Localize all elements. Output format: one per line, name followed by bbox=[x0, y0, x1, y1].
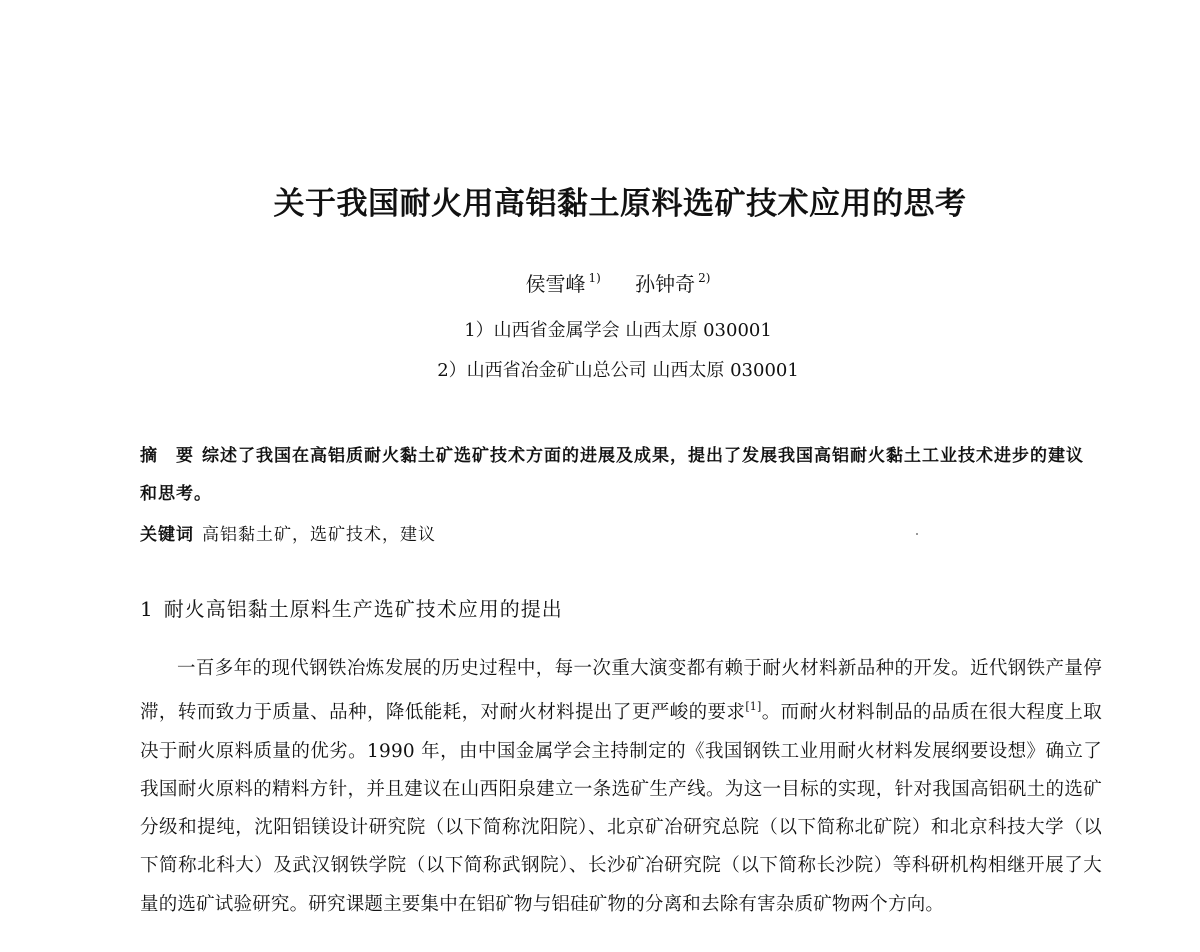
author-name: 侯雪峰 bbox=[525, 272, 586, 296]
paragraph-text: 。而耐火材料制品的品质在很大程度上取决于耐火原料质量的优劣。1990 年，由中国金属学会主持制定的《我国钢铁工业用耐火材料发展纲要设想》确立了我国耐火原料的精料方针，并且建议在山西阳泉建立一条选矿生产线。为这一目标的实现，针对我国高铝矾土的选矿分级和提纯，沈阳铝镁设计研究院（以下简称沈阳院）、北京矿冶研究总院（以下简称北矿院）和北京科技大学（以下简称北科大）及武汉钢铁学院（以下简称武钢院）、长沙矿冶研究院（以下简称长沙院）等科研机构相继开展了大量的选矿试验研究。研究课题主要集中在铝矿物与铝硅矿物的分离和去除有害杂质矿物两个方向。 bbox=[140, 702, 1102, 915]
keywords-text: 高铝黏土矿，选矿技术，建议 bbox=[202, 525, 436, 545]
body-paragraph bbox=[140, 650, 1102, 924]
author bbox=[635, 272, 710, 296]
citation-ref: [1] bbox=[745, 700, 762, 714]
author bbox=[525, 272, 600, 296]
affiliation: 2）山西省冶金矿山总公司 山西太原 030001 bbox=[437, 360, 799, 381]
keywords bbox=[140, 520, 1092, 545]
author-line bbox=[0, 268, 1200, 297]
keywords-label: 关键词 bbox=[140, 525, 194, 545]
abstract bbox=[140, 437, 1092, 513]
scan-speck bbox=[916, 533, 918, 535]
abstract-label: 摘 要 bbox=[140, 446, 194, 466]
affiliation-mark: 1) bbox=[588, 271, 601, 285]
section-number: 1 bbox=[140, 597, 154, 621]
paper-title: 关于我国耐火用高铝黏土原料选矿技术应用的思考 bbox=[273, 186, 967, 222]
affiliation-mark: 2) bbox=[698, 271, 711, 285]
abstract-text: 综述了我国在高铝质耐火黏土矿选矿技术方面的进展及成果，提出了发展我国高铝耐火黏土工业技术进步的建议和思考。 bbox=[140, 446, 1084, 504]
section-title: 耐火高铝黏土原料生产选矿技术应用的提出 bbox=[163, 597, 563, 621]
section-heading bbox=[140, 593, 563, 622]
affiliation: 1）山西省金属学会 山西太原 030001 bbox=[464, 320, 772, 341]
paragraph-text: 一百多年的现代钢铁冶炼发展的历史过程中，每一次重大演变都有赖于耐火材料新品种的开发。近代钢铁产量停滞，转而致力于质量、品种，降低能耗，对耐火材料提出了更严峻的要求 bbox=[140, 658, 1102, 724]
author-name: 孙钟奇 bbox=[635, 272, 696, 296]
